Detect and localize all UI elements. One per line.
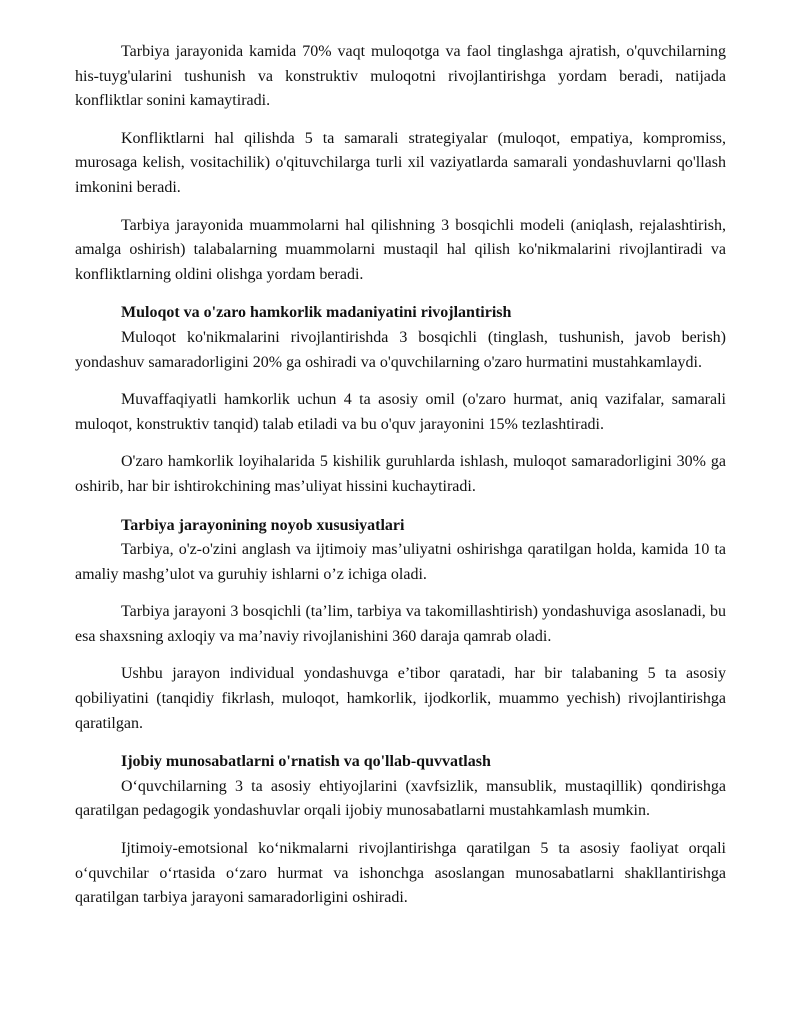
section-heading-positive-relations: Ijobiy munosabatlarni o'rnatish va qo'llab-quvvatlash	[121, 753, 491, 771]
section-communication	[75, 301, 726, 499]
section-positive-relations	[75, 750, 726, 911]
paragraph-intro-1: Tarbiya jarayonida kamida 70% vaqt muloqotga va faol tinglashga ajratish, o'quvchilarning his-tuyg'ularini tushunish va konstruktiv muloqotni rivojlantirishga yordam beradi, natijada konfliktlar sonini kamaytiradi.	[75, 43, 726, 110]
paragraph-unique-features-2: Tarbiya jarayoni 3 bosqichli (ta’lim, tarbiya va takomillashtirish) yondashuviga asoslanadi, bu esa shaxsning axloqiy va ma’naviy rivojlanishini 360 daraja qamrab oladi.	[75, 603, 726, 645]
section-heading-unique-features: Tarbiya jarayonining noyob xususiyatlari	[121, 516, 405, 534]
paragraph-positive-relations-2: Ijtimoiy-emotsional ko‘nikmalarni rivojlantirishga qaratilgan 5 ta asosiy faoliyat orqali o‘quvchilar o‘rtasida o‘zaro hurmat va ishonchga asoslangan munosabatlarni shakllantirishga qaratilgan tarbiya jarayoni samaradorligini oshiradi.	[75, 840, 726, 907]
section-unique-features	[75, 514, 726, 737]
paragraph-communication-2: Muvaffaqiyatli hamkorlik uchun 4 ta asosiy omil (o'zaro hurmat, aniq vazifalar, samarali muloqot, konstruktiv tanqid) talab etiladi va bu o'quv jarayonini 15% tezlashtiradi.	[75, 391, 726, 433]
section-heading-communication: Muloqot va o'zaro hamkorlik madaniyatini rivojlantirish	[121, 304, 512, 322]
paragraph-unique-features-1: Tarbiya, o'z-o'zini anglash va ijtimoiy mas’uliyatni oshirishga qaratilgan holda, kamida 10 ta amaliy mashg’ulot va guruhiy ishlarni o’z ichiga oladi.	[75, 541, 726, 583]
paragraph-communication-1: Muloqot ko'nikmalarini rivojlantirishda 3 bosqichli (tinglash, tushunish, javob berish) yondashuv samaradorligini 20% ga oshiradi va o'quvchilarning o'zaro hurmatini mustahkamlaydi.	[75, 328, 726, 371]
paragraph-unique-features-3: Ushbu jarayon individual yondashuvga e’tibor qaratadi, har bir talabaning 5 ta asosiy qobiliyatini (tanqidiy fikrlash, muloqot, hamkorlik, ijodkorlik, muammo yechish) rivojlantirishga qaratilgan.	[75, 665, 726, 732]
document-page	[75, 40, 726, 911]
paragraph-communication-3: O'zaro hamkorlik loyihalarida 5 kishilik guruhlarda ishlash, muloqot samaradorligini 30% ga oshirib, har bir ishtirokchining mas’uliyat hissini kuchaytiradi.	[75, 453, 726, 495]
paragraph-intro-3: Tarbiya jarayonida muammolarni hal qilishning 3 bosqichli modeli (aniqlash, rejalashtirish, amalga oshirish) talabalarning muammolarni mustaqil hal qilish ko'nikmalarini rivojlantiradi va konfliktlarning oldini olishga yordam beradi.	[75, 216, 726, 283]
paragraph-positive-relations-1: O‘quvchilarning 3 ta asosiy ehtiyojlarini (xavfsizlik, mansublik, mustaqillik) qondirishga qaratilgan pedagogik yondashuvlar orqali ijobiy munosabatlarni mustahkamlash mumkin.	[75, 777, 726, 820]
paragraph-intro-2: Konfliktlarni hal qilishda 5 ta samarali strategiyalar (muloqot, empatiya, kompromiss, murosaga kelish, vositachilik) o'qituvchilarga turli xil vaziyatlarda samarali yondashuvlarni qo'llash imkonini beradi.	[75, 129, 726, 196]
